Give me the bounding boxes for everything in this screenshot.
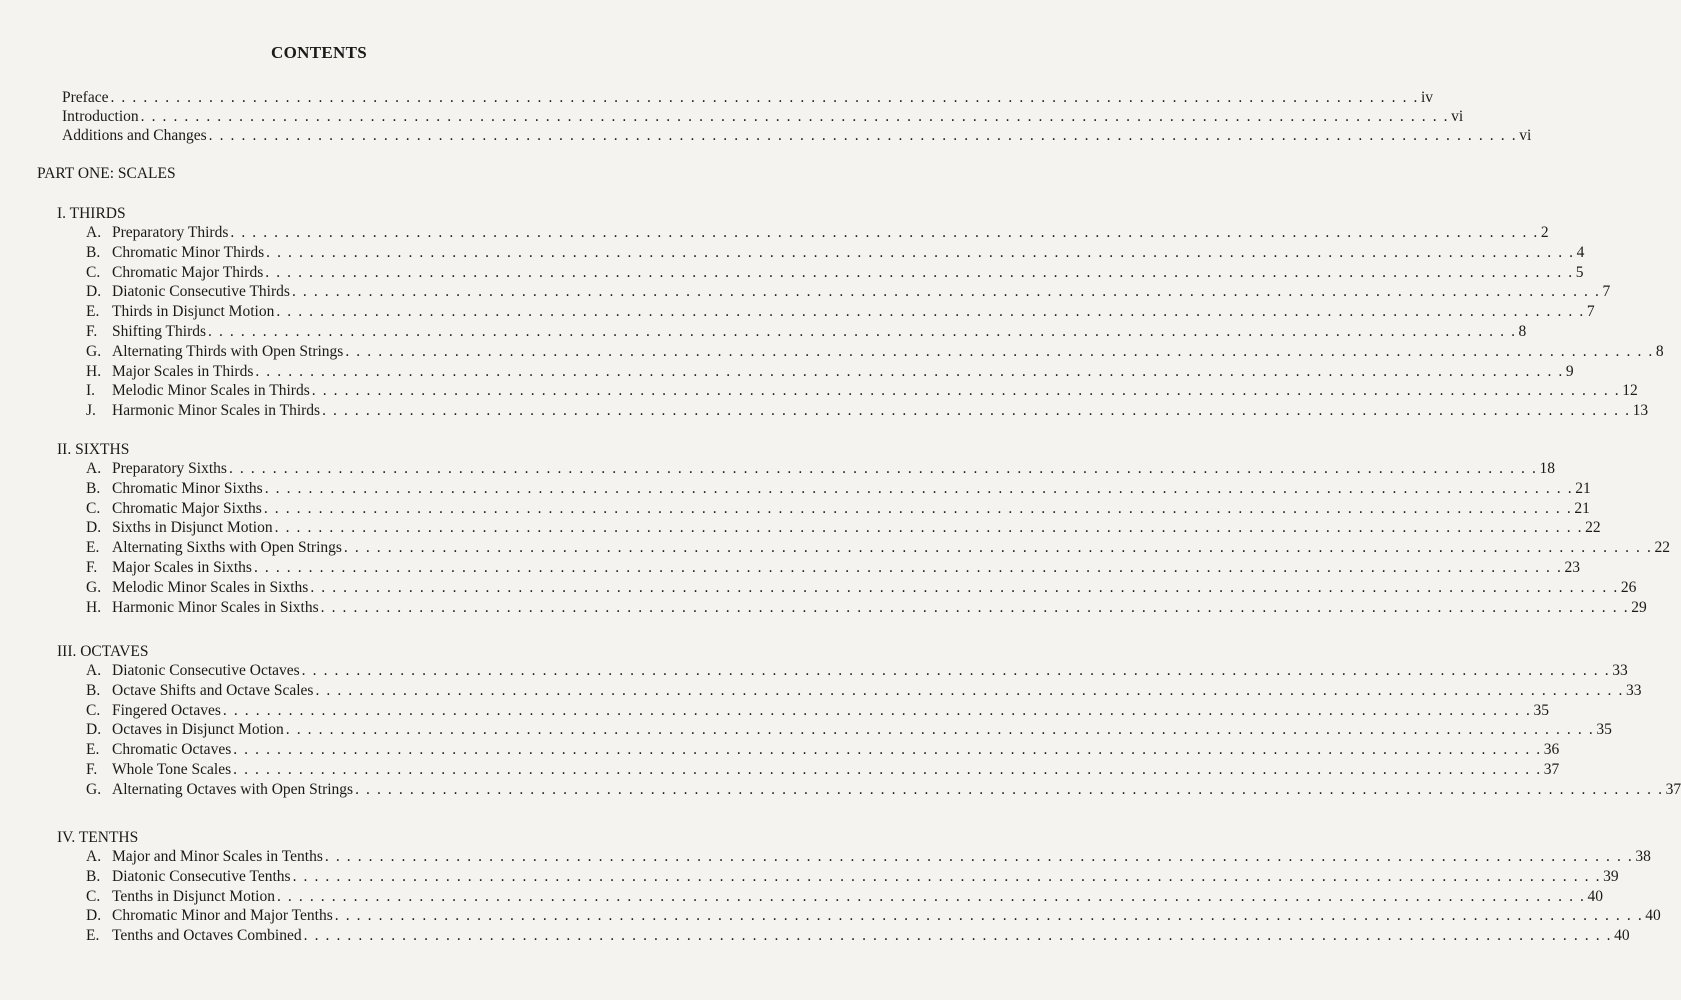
entry-page-number: 37 [1543, 761, 1560, 778]
entry-letter: A. [86, 662, 102, 679]
entry-page-number: 9 [1565, 363, 1574, 380]
dot-leader: . . . . . . . . . . . . . . . . . . . . . . . . . . . . . . . . . . . . . . . . . . . . . . . . . . . . . . . . . . . . . . . . . . . . . . . . . . . . . . . . . . . . . . . . . . . . . . . . . . . . . . . . . . . . . . . . . . . . . . . . [233, 741, 1542, 758]
toc-entry [86, 906, 1661, 925]
dot-leader: . . . . . . . . . . . . . . . . . . . . . . . . . . . . . . . . . . . . . . . . . . . . . . . . . . . . . . . . . . . . . . . . . . . . . . . . . . . . . . . . . . . . . . . . . . . . . . . . . . . . . . . . . . . . . . . . . . . . . . . . [255, 363, 1564, 380]
entry-title: Introduction [62, 108, 139, 125]
toc-entry [86, 598, 1647, 617]
entry-page-number: 13 [1632, 402, 1649, 419]
entry-letter: B. [86, 868, 101, 885]
part-heading: PART ONE: SCALES [37, 165, 176, 182]
entry-page-number: 40 [1645, 907, 1661, 924]
toc-entry [86, 740, 1560, 759]
dot-leader: . . . . . . . . . . . . . . . . . . . . . . . . . . . . . . . . . . . . . . . . . . . . . . . . . . . . . . . . . . . . . . . . . . . . . . . . . . . . . . . . . . . . . . . . . . . . . . . . . . . . . . . . . . . . . . . . . . . . . . . . [253, 559, 1563, 576]
toc-entry [86, 263, 1584, 282]
entry-letter: D. [86, 519, 102, 536]
entry-page-number: 4 [1576, 244, 1585, 261]
dot-leader: . . . . . . . . . . . . . . . . . . . . . . . . . . . . . . . . . . . . . . . . . . . . . . . . . . . . . . . . . . . . . . . . . . . . . . . . . . . . . . . . . . . . . . . . . . . . . . . . . . . . . . . . . . . . . . . . . . . . . . . . [334, 907, 1644, 924]
toc-entry [86, 362, 1574, 381]
entry-title: Chromatic Octaves [112, 741, 232, 758]
entry-page-number: vi [1451, 108, 1464, 125]
entry-page-number: 7 [1586, 303, 1595, 320]
entry-page-number: 18 [1539, 460, 1555, 477]
dot-leader: . . . . . . . . . . . . . . . . . . . . . . . . . . . . . . . . . . . . . . . . . . . . . . . . . . . . . . . . . . . . . . . . . . . . . . . . . . . . . . . . . . . . . . . . . . . . . . . . . . . . . . . . . . . . . . . . . . . . . . . . [208, 127, 1518, 144]
dot-leader: . . . . . . . . . . . . . . . . . . . . . . . . . . . . . . . . . . . . . . . . . . . . . . . . . . . . . . . . . . . . . . . . . . . . . . . . . . . . . . . . . . . . . . . . . . . . . . . . . . . . . . . . . . . . . . . . . . . . . . . . [110, 89, 1419, 106]
toc-entry [86, 479, 1591, 498]
entry-page-number: 7 [1602, 283, 1611, 300]
toc-entry [86, 322, 1527, 341]
dot-leader: . . . . . . . . . . . . . . . . . . . . . . . . . . . . . . . . . . . . . . . . . . . . . . . . . . . . . . . . . . . . . . . . . . . . . . . . . . . . . . . . . . . . . . . . . . . . . . . . . . . . . . . . . . . . . . . . . . . . . . . . [265, 264, 1574, 281]
entry-letter: A. [86, 460, 102, 477]
entry-letter: E. [86, 303, 100, 320]
entry-title: Sixths in Disjunct Motion [112, 519, 273, 536]
toc-entry [86, 401, 1649, 420]
entry-letter: E. [86, 741, 100, 758]
entry-page-number: 39 [1603, 868, 1619, 885]
dot-leader: . . . . . . . . . . . . . . . . . . . . . . . . . . . . . . . . . . . . . . . . . . . . . . . . . . . . . . . . . . . . . . . . . . . . . . . . . . . . . . . . . . . . . . . . . . . . . . . . . . . . . . . . . . . . . . . . . . . . . . . . [292, 868, 1602, 885]
entry-letter: C. [86, 500, 101, 517]
entry-page-number: vi [1519, 127, 1532, 144]
entry-letter: B. [86, 682, 101, 699]
entry-page-number: 36 [1543, 741, 1560, 758]
entry-title: Fingered Octaves [112, 702, 221, 719]
entry-title: Diatonic Consecutive Tenths [112, 868, 291, 885]
dot-leader: . . . . . . . . . . . . . . . . . . . . . . . . . . . . . . . . . . . . . . . . . . . . . . . . . . . . . . . . . . . . . . . . . . . . . . . . . . . . . . . . . . . . . . . . . . . . . . . . . . . . . . . . . . . . . . . . . . . . . . . . [343, 539, 1653, 556]
entry-page-number: 35 [1533, 702, 1549, 719]
entry-letter: A. [86, 848, 102, 865]
entry-page-number: 35 [1596, 721, 1612, 738]
entry-title: Harmonic Minor Scales in Sixths [112, 599, 319, 616]
toc-entry [86, 926, 1630, 945]
toc-entry [86, 578, 1637, 597]
entry-page-number: 33 [1625, 682, 1642, 699]
entry-letter: D. [86, 283, 102, 300]
entry-title: Diatonic Consecutive Thirds [112, 283, 290, 300]
entry-title: Tenths in Disjunct Motion [112, 888, 275, 905]
dot-leader: . . . . . . . . . . . . . . . . . . . . . . . . . . . . . . . . . . . . . . . . . . . . . . . . . . . . . . . . . . . . . . . . . . . . . . . . . . . . . . . . . . . . . . . . . . . . . . . . . . . . . . . . . . . . . . . . . . . . . . . . [263, 500, 1573, 517]
entry-title: Chromatic Minor Sixths [112, 480, 263, 497]
toc-entry [86, 499, 1590, 518]
dot-leader: . . . . . . . . . . . . . . . . . . . . . . . . . . . . . . . . . . . . . . . . . . . . . . . . . . . . . . . . . . . . . . . . . . . . . . . . . . . . . . . . . . . . . . . . . . . . . . . . . . . . . . . . . . . . . . . . . . . . . . . . [276, 888, 1586, 905]
toc-entry [86, 867, 1619, 886]
entry-title: Octave Shifts and Octave Scales [112, 682, 314, 699]
entry-title: Harmonic Minor Scales in Thirds [112, 402, 321, 419]
entry-letter: H. [86, 363, 102, 380]
section-heading: III. OCTAVES [57, 643, 149, 660]
toc-entry [86, 243, 1585, 262]
entry-letter: F. [86, 323, 98, 340]
dot-leader: . . . . . . . . . . . . . . . . . . . . . . . . . . . . . . . . . . . . . . . . . . . . . . . . . . . . . . . . . . . . . . . . . . . . . . . . . . . . . . . . . . . . . . . . . . . . . . . . . . . . . . . . . . . . . . . . . . . . . . . . [310, 579, 1619, 596]
entry-letter: A. [86, 224, 102, 241]
entry-page-number: 12 [1622, 382, 1638, 399]
dot-leader: . . . . . . . . . . . . . . . . . . . . . . . . . . . . . . . . . . . . . . . . . . . . . . . . . . . . . . . . . . . . . . . . . . . . . . . . . . . . . . . . . . . . . . . . . . . . . . . . . . . . . . . . . . . . . . . . . . . . . . . . [274, 519, 1584, 536]
entry-title: Preparatory Sixths [112, 460, 227, 477]
entry-page-number: 33 [1612, 662, 1628, 679]
entry-page-number: 40 [1587, 888, 1603, 905]
dot-leader: . . . . . . . . . . . . . . . . . . . . . . . . . . . . . . . . . . . . . . . . . . . . . . . . . . . . . . . . . . . . . . . . . . . . . . . . . . . . . . . . . . . . . . . . . . . . . . . . . . . . . . . . . . . . . . . . . . . . . . . . [355, 781, 1664, 798]
entry-letter: B. [86, 244, 101, 261]
entry-page-number: iv [1421, 89, 1434, 106]
entry-title: Major Scales in Sixths [112, 559, 252, 576]
entry-letter: J. [86, 402, 96, 419]
entry-letter: G. [86, 781, 102, 798]
toc-entry [86, 342, 1664, 361]
entry-letter: C. [86, 888, 101, 905]
entry-title: Shifting Thirds [112, 323, 207, 340]
entry-letter: F. [86, 761, 98, 778]
toc-entry [86, 780, 1681, 799]
entry-title: Thirds in Disjunct Motion [112, 303, 275, 320]
entry-page-number: 40 [1614, 927, 1630, 944]
section-heading: IV. TENTHS [57, 829, 139, 846]
entry-title: Chromatic Minor and Major Tenths [112, 907, 333, 924]
entry-letter: E. [86, 539, 100, 556]
section-heading: II. SIXTHS [57, 441, 130, 458]
dot-leader: . . . . . . . . . . . . . . . . . . . . . . . . . . . . . . . . . . . . . . . . . . . . . . . . . . . . . . . . . . . . . . . . . . . . . . . . . . . . . . . . . . . . . . . . . . . . . . . . . . . . . . . . . . . . . . . . . . . . . . . . [320, 599, 1630, 616]
toc-entry [86, 282, 1611, 301]
entry-title: Alternating Sixths with Open Strings [112, 539, 342, 556]
entry-title: Octaves in Disjunct Motion [112, 721, 284, 738]
dot-leader: . . . . . . . . . . . . . . . . . . . . . . . . . . . . . . . . . . . . . . . . . . . . . . . . . . . . . . . . . . . . . . . . . . . . . . . . . . . . . . . . . . . . . . . . . . . . . . . . . . . . . . . . . . . . . . . . . . . . . . . . [230, 224, 1539, 241]
toc-entry [86, 558, 1580, 577]
entry-letter: I. [86, 382, 96, 399]
entry-title: Chromatic Major Thirds [112, 264, 264, 281]
entry-page-number: 38 [1635, 848, 1651, 865]
toc-entry [86, 760, 1560, 779]
entry-page-number: 22 [1654, 539, 1670, 556]
toc-entry [62, 107, 1464, 126]
entry-letter: F. [86, 559, 98, 576]
dot-leader: . . . . . . . . . . . . . . . . . . . . . . . . . . . . . . . . . . . . . . . . . . . . . . . . . . . . . . . . . . . . . . . . . . . . . . . . . . . . . . . . . . . . . . . . . . . . . . . . . . . . . . . . . . . . . . . . . . . . . . . . [264, 480, 1574, 497]
toc-entry [86, 302, 1595, 321]
dot-leader: . . . . . . . . . . . . . . . . . . . . . . . . . . . . . . . . . . . . . . . . . . . . . . . . . . . . . . . . . . . . . . . . . . . . . . . . . . . . . . . . . . . . . . . . . . . . . . . . . . . . . . . . . . . . . . . . . . . . . . . . [322, 402, 1631, 419]
dot-leader: . . . . . . . . . . . . . . . . . . . . . . . . . . . . . . . . . . . . . . . . . . . . . . . . . . . . . . . . . . . . . . . . . . . . . . . . . . . . . . . . . . . . . . . . . . . . . . . . . . . . . . . . . . . . . . . . . . . . . . . . [324, 848, 1634, 865]
entry-title: Major Scales in Thirds [112, 363, 254, 380]
toc-entry [62, 126, 1532, 145]
entry-page-number: 2 [1540, 224, 1549, 241]
entry-title: Preparatory Thirds [112, 224, 229, 241]
dot-leader: . . . . . . . . . . . . . . . . . . . . . . . . . . . . . . . . . . . . . . . . . . . . . . . . . . . . . . . . . . . . . . . . . . . . . . . . . . . . . . . . . . . . . . . . . . . . . . . . . . . . . . . . . . . . . . . . . . . . . . . . [233, 761, 1542, 778]
dot-leader: . . . . . . . . . . . . . . . . . . . . . . . . . . . . . . . . . . . . . . . . . . . . . . . . . . . . . . . . . . . . . . . . . . . . . . . . . . . . . . . . . . . . . . . . . . . . . . . . . . . . . . . . . . . . . . . . . . . . . . . . [208, 323, 1517, 340]
entry-title: Alternating Octaves with Open Strings [112, 781, 354, 798]
toc-entry [86, 459, 1555, 478]
entry-title: Chromatic Major Sixths [112, 500, 262, 517]
entry-title: Preface [62, 89, 109, 106]
dot-leader: . . . . . . . . . . . . . . . . . . . . . . . . . . . . . . . . . . . . . . . . . . . . . . . . . . . . . . . . . . . . . . . . . . . . . . . . . . . . . . . . . . . . . . . . . . . . . . . . . . . . . . . . . . . . . . . . . . . . . . . . [222, 702, 1532, 719]
dot-leader: . . . . . . . . . . . . . . . . . . . . . . . . . . . . . . . . . . . . . . . . . . . . . . . . . . . . . . . . . . . . . . . . . . . . . . . . . . . . . . . . . . . . . . . . . . . . . . . . . . . . . . . . . . . . . . . . . . . . . . . . [266, 244, 1575, 261]
dot-leader: . . . . . . . . . . . . . . . . . . . . . . . . . . . . . . . . . . . . . . . . . . . . . . . . . . . . . . . . . . . . . . . . . . . . . . . . . . . . . . . . . . . . . . . . . . . . . . . . . . . . . . . . . . . . . . . . . . . . . . . . [228, 460, 1538, 477]
entry-title: Additions and Changes [62, 127, 207, 144]
entry-title: Alternating Thirds with Open Strings [112, 343, 344, 360]
entry-page-number: 26 [1620, 579, 1637, 596]
entry-title: Tenths and Octaves Combined [112, 927, 302, 944]
dot-leader: . . . . . . . . . . . . . . . . . . . . . . . . . . . . . . . . . . . . . . . . . . . . . . . . . . . . . . . . . . . . . . . . . . . . . . . . . . . . . . . . . . . . . . . . . . . . . . . . . . . . . . . . . . . . . . . . . . . . . . . . [345, 343, 1654, 360]
toc-entry [86, 887, 1603, 906]
dot-leader: . . . . . . . . . . . . . . . . . . . . . . . . . . . . . . . . . . . . . . . . . . . . . . . . . . . . . . . . . . . . . . . . . . . . . . . . . . . . . . . . . . . . . . . . . . . . . . . . . . . . . . . . . . . . . . . . . . . . . . . . [311, 382, 1621, 399]
toc-entry [86, 223, 1549, 242]
entry-page-number: 37 [1665, 781, 1681, 798]
toc-entry [86, 661, 1628, 680]
entry-letter: G. [86, 579, 102, 596]
entry-page-number: 5 [1575, 264, 1584, 281]
toc-entry [86, 847, 1651, 866]
entry-letter: B. [86, 480, 101, 497]
toc-entry [86, 701, 1549, 720]
page-title: CONTENTS [271, 43, 367, 62]
entry-letter: C. [86, 702, 101, 719]
toc-entry [86, 681, 1642, 700]
entry-letter: D. [86, 907, 102, 924]
entry-page-number: 21 [1575, 480, 1591, 497]
entry-title: Melodic Minor Scales in Sixths [112, 579, 309, 596]
entry-title: Chromatic Minor Thirds [112, 244, 265, 261]
toc-entry [86, 538, 1670, 557]
dot-leader: . . . . . . . . . . . . . . . . . . . . . . . . . . . . . . . . . . . . . . . . . . . . . . . . . . . . . . . . . . . . . . . . . . . . . . . . . . . . . . . . . . . . . . . . . . . . . . . . . . . . . . . . . . . . . . . . . . . . . . . . [291, 283, 1601, 300]
section-heading: I. THIRDS [57, 205, 126, 222]
entry-letter: C. [86, 264, 101, 281]
entry-page-number: 8 [1655, 343, 1664, 360]
entry-page-number: 23 [1564, 559, 1580, 576]
entry-title: Melodic Minor Scales in Thirds [112, 382, 310, 399]
dot-leader: . . . . . . . . . . . . . . . . . . . . . . . . . . . . . . . . . . . . . . . . . . . . . . . . . . . . . . . . . . . . . . . . . . . . . . . . . . . . . . . . . . . . . . . . . . . . . . . . . . . . . . . . . . . . . . . . . . . . . . . . [140, 108, 1450, 125]
toc-entry [86, 381, 1638, 400]
toc-entry [86, 518, 1601, 537]
toc-entry [86, 720, 1612, 739]
entry-letter: E. [86, 927, 100, 944]
entry-letter: G. [86, 343, 102, 360]
entry-title: Diatonic Consecutive Octaves [112, 662, 300, 679]
entry-letter: H. [86, 599, 102, 616]
toc-entry [62, 88, 1434, 107]
entry-page-number: 21 [1574, 500, 1590, 517]
entry-page-number: 8 [1518, 323, 1527, 340]
dot-leader: . . . . . . . . . . . . . . . . . . . . . . . . . . . . . . . . . . . . . . . . . . . . . . . . . . . . . . . . . . . . . . . . . . . . . . . . . . . . . . . . . . . . . . . . . . . . . . . . . . . . . . . . . . . . . . . . . . . . . . . . [303, 927, 1613, 944]
dot-leader: . . . . . . . . . . . . . . . . . . . . . . . . . . . . . . . . . . . . . . . . . . . . . . . . . . . . . . . . . . . . . . . . . . . . . . . . . . . . . . . . . . . . . . . . . . . . . . . . . . . . . . . . . . . . . . . . . . . . . . . . [315, 682, 1624, 699]
entry-letter: D. [86, 721, 102, 738]
entry-title: Whole Tone Scales [112, 761, 232, 778]
dot-leader: . . . . . . . . . . . . . . . . . . . . . . . . . . . . . . . . . . . . . . . . . . . . . . . . . . . . . . . . . . . . . . . . . . . . . . . . . . . . . . . . . . . . . . . . . . . . . . . . . . . . . . . . . . . . . . . . . . . . . . . . [285, 721, 1595, 738]
entry-title: Major and Minor Scales in Tenths [112, 848, 323, 865]
dot-leader: . . . . . . . . . . . . . . . . . . . . . . . . . . . . . . . . . . . . . . . . . . . . . . . . . . . . . . . . . . . . . . . . . . . . . . . . . . . . . . . . . . . . . . . . . . . . . . . . . . . . . . . . . . . . . . . . . . . . . . . . [301, 662, 1611, 679]
entry-page-number: 29 [1631, 599, 1647, 616]
dot-leader: . . . . . . . . . . . . . . . . . . . . . . . . . . . . . . . . . . . . . . . . . . . . . . . . . . . . . . . . . . . . . . . . . . . . . . . . . . . . . . . . . . . . . . . . . . . . . . . . . . . . . . . . . . . . . . . . . . . . . . . . [276, 303, 1585, 320]
entry-page-number: 22 [1585, 519, 1601, 536]
